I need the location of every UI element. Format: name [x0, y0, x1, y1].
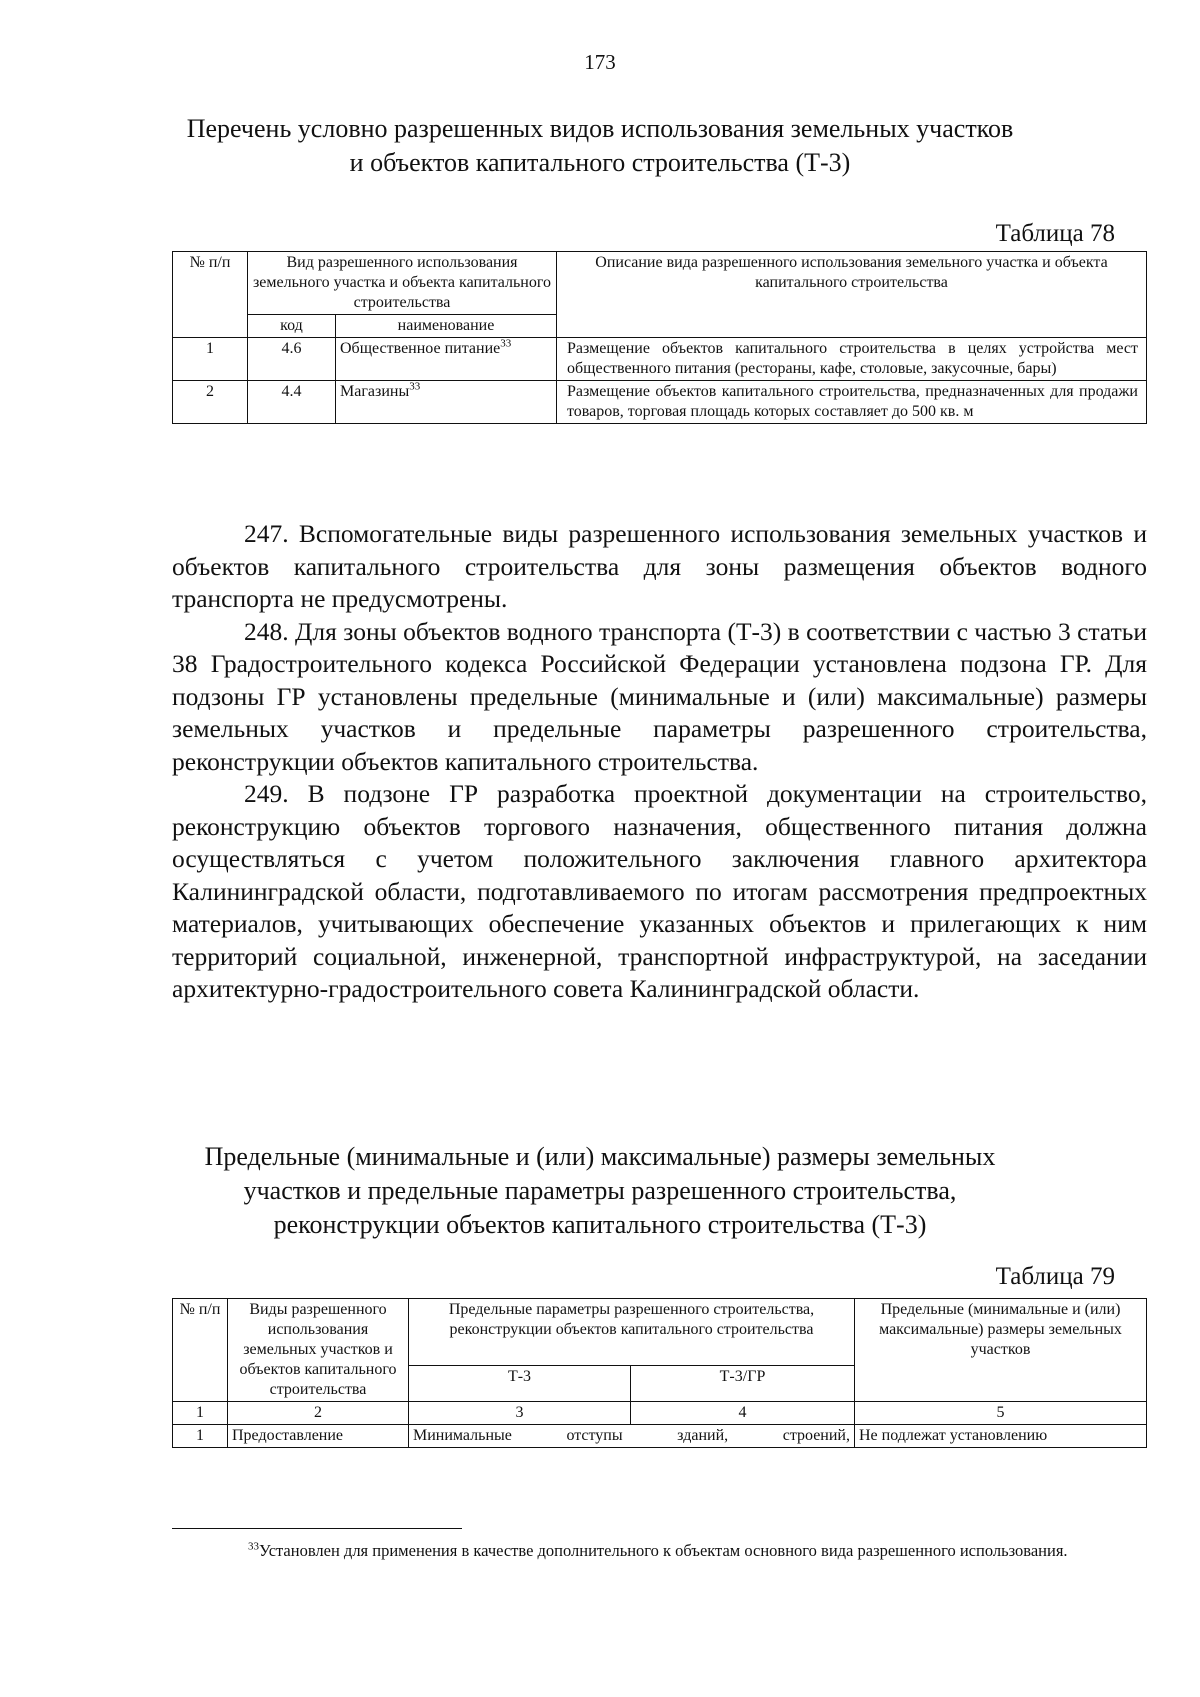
cell-name-text: Общественное питание — [340, 340, 501, 357]
cell-type: Предоставление — [228, 1425, 409, 1448]
cell-num: 2 — [173, 381, 248, 424]
cell-num: 1 — [173, 338, 248, 381]
paragraph-248: 248. Для зоны объектов водного транспорта (Т-3) в соответствии с частью 3 статьи 38 Градостроительного кодекса Российской Федерации установлена подзона ГР. Для подзоны ГР установлены предельные (минимальные и (или) максимальные) размеры земельных участков и предельные параметры разрешенного строительства, реконструкции объектов капитального строительства. — [172, 616, 1147, 776]
header-name: наименование — [336, 315, 557, 338]
table-row — [173, 338, 1147, 381]
cell-num: 1 — [173, 1425, 228, 1448]
body-text — [172, 518, 1147, 1006]
footnote — [172, 1540, 1147, 1562]
column-index: 4 — [631, 1402, 855, 1425]
page-number: 173 — [584, 50, 616, 74]
column-index: 1 — [173, 1402, 228, 1425]
cell-name — [336, 338, 557, 381]
table-78 — [172, 251, 1147, 424]
header-description: Описание вида разрешенного использования земельного участка и объекта капитального строительства — [557, 252, 1147, 338]
table-row — [173, 381, 1147, 424]
title-line: Перечень условно разрешенных видов использования земельных участков — [186, 114, 1014, 143]
title-line: участков и предельные параметры разрешенного строительства, — [243, 1176, 957, 1205]
footnote-mark: 33 — [248, 1540, 259, 1553]
paragraph-249: 249. В подзоне ГР разработка проектной документации на строительство, реконструкцию объектов торгового назначения, общественного питания должна осуществляться с учетом положительного заключения главного архитектора Калининградской области, подготавливаемого по итогам рассмотрения предпроектных материалов, учитывающих обеспечение указанных объектов и прилегающих к ним территорий социальной, инженерной, транспортной инфраструктурой, на заседании архитектурно-градостроительного совета Калининградской области. — [172, 779, 1147, 1003]
table-caption-78: Таблица 78 — [995, 220, 1115, 247]
header-types: Виды разрешенного использования земельных участков и объектов капитального строительства — [228, 1299, 409, 1402]
header-code: код — [248, 315, 336, 338]
cell-description: Размещение объектов капитального строительства, предназначенных для продажи товаров, торговая площадь которых составляет до 500 кв. м — [557, 381, 1147, 424]
footnote-separator — [172, 1528, 462, 1529]
footnote-ref: 33 — [500, 337, 512, 350]
cell-sizes: Не подлежат установлению — [855, 1425, 1147, 1448]
cell-code: 4.6 — [248, 338, 336, 381]
header-sizes: Предельные (минимальные и (или) максимальные) размеры земельных участков — [855, 1299, 1147, 1402]
table-header-row — [173, 1299, 1147, 1366]
title-line: реконструкции объектов капитального строительства (Т-3) — [273, 1210, 927, 1239]
table-caption-79: Таблица 79 — [995, 1263, 1115, 1290]
header-type-group: Вид разрешенного использования земельного участка и объекта капитального строительства — [248, 252, 557, 315]
header-t3gr: Т-3/ГР — [631, 1366, 855, 1402]
cell-code: 4.4 — [248, 381, 336, 424]
footnote-ref: 33 — [409, 380, 421, 393]
column-index: 2 — [228, 1402, 409, 1425]
cell-description: Размещение объектов капитального строительства в целях устройства мест общественного питания (рестораны, кафе, столовые, закусочные, бары) — [557, 338, 1147, 381]
column-index: 5 — [855, 1402, 1147, 1425]
table-row — [173, 1425, 1147, 1448]
column-index-row — [173, 1402, 1147, 1425]
section-title-conditional-uses — [150, 112, 1050, 180]
title-line: Предельные (минимальные и (или) максимальные) размеры земельных — [204, 1142, 996, 1171]
cell-name-text: Магазины — [340, 383, 410, 400]
header-params: Предельные параметры разрешенного строительства, реконструкции объектов капитального строительства — [409, 1299, 855, 1366]
header-t3: Т-3 — [409, 1366, 631, 1402]
section-title-limit-parameters — [150, 1140, 1050, 1242]
paragraph-247: 247. Вспомогательные виды разрешенного использования земельных участков и объектов капитального строительства для зоны размещения объектов водного транспорта не предусмотрены. — [172, 519, 1147, 613]
table-header-row — [173, 252, 1147, 315]
title-line: и объектов капитального строительства (Т-3) — [349, 148, 851, 177]
cell-name — [336, 381, 557, 424]
header-num: № п/п — [173, 1299, 228, 1402]
header-num: № п/п — [173, 252, 248, 338]
table-79 — [172, 1298, 1147, 1448]
footnote-text: Установлен для применения в качестве дополнительного к объектам основного вида разрешенного использования. — [259, 1541, 1068, 1560]
column-index: 3 — [409, 1402, 631, 1425]
cell-params: Минимальные отступы зданий, строений, — [409, 1425, 855, 1448]
